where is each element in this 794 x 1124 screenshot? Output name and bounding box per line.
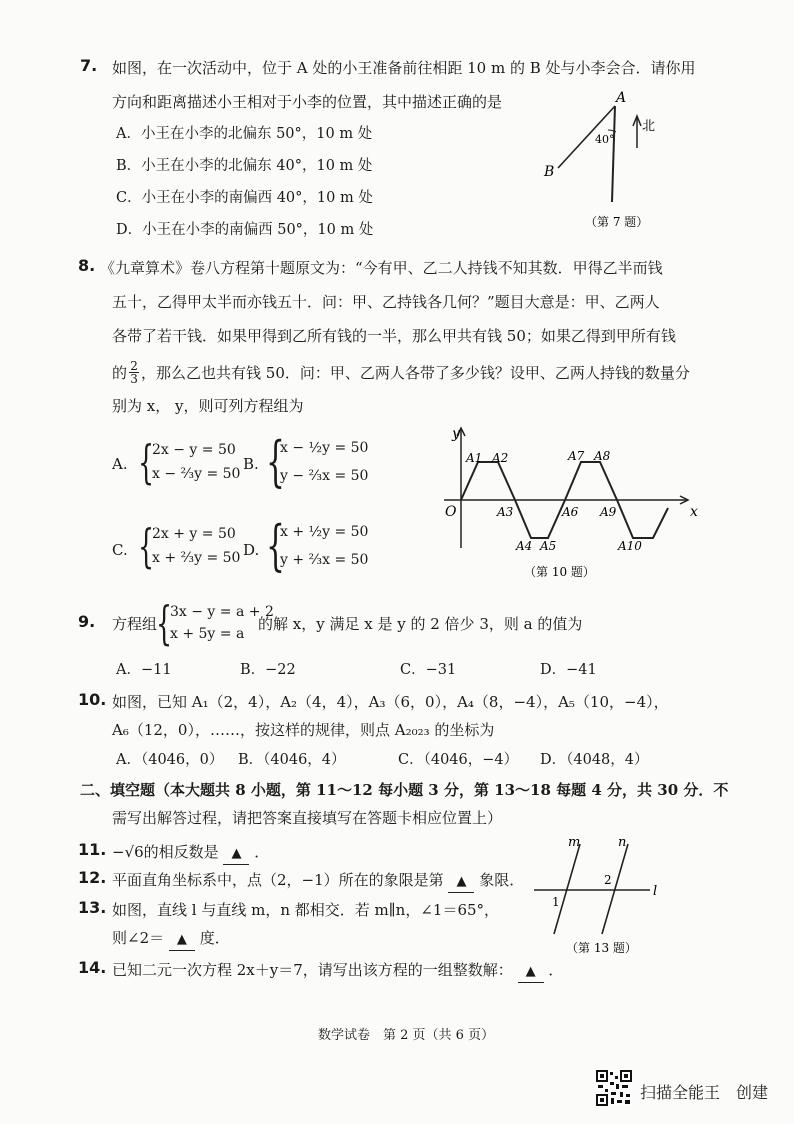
q9-option-a: A．−11 [116,662,172,678]
q14-text [112,960,563,983]
q11-pre: −√6的相反数是 [112,843,219,861]
q13-figure [530,834,670,960]
fig10-a4: A4 [516,539,533,553]
scanner-watermark: 扫描全能王 创建 [640,1083,769,1102]
fig10-x-label: x [690,504,698,520]
q13-answer-blank[interactable]: ▲ [169,930,195,951]
q8-brace-d: { [266,514,285,577]
q7-line1: 如图，在一次活动中，位于 A 处的小王准备前往相距 10 m 的 B 处与小李会合．请你用 [112,59,696,77]
q8-d-row1: x + ½y = 50 [280,524,369,540]
q7-option-b: B．小王在小李的北偏东 40°，10 m 处 [116,158,373,174]
q11-post: ． [254,843,270,861]
fig10-a3: A3 [497,505,514,519]
q8-rows-d [280,518,368,574]
q14-post: ． [548,961,564,979]
q13-line2-post: 度． [199,929,230,947]
q8-d-row2: y + ⅔x = 50 [280,552,369,568]
fig10-a6: A6 [562,505,579,519]
q8-brace-c: { [138,519,155,573]
q8-option-a-system [138,435,241,489]
page-footer: 数学试卷 第 2 页（共 6 页） [318,1028,495,1043]
q9-post: 的解 x，y 满足 x 是 y 的 2 倍少 3，则 a 的值为 [258,615,583,633]
fig10-a2: A2 [492,451,509,465]
q9-brace: { [156,596,173,650]
q9-row1: 3x − y = a + 2 [170,604,274,620]
q7-option-a: A．小王在小李的北偏东 50°，10 m 处 [116,126,373,142]
q10-option-a: A．（4046，0） [116,752,224,768]
q8-rows-b [280,434,368,490]
q10-option-c: C．（4046，−4） [398,752,519,768]
q10-option-b: B．（4046，4） [238,752,346,768]
q12-pre: 平面直角坐标系中，点（2，−1）所在的象限是第 [112,871,444,889]
q8-a-row2: x − ⅔y = 50 [152,466,241,482]
q14-pre: 已知二元一次方程 2x＋y＝7，请写出该方程的一组整数解： [112,961,513,979]
q9-system [156,596,274,650]
fig10-caption: （第 10 题） [524,565,595,579]
q14-number: 14. [78,958,107,977]
q8-b-row1: x − ½y = 50 [280,440,369,456]
q8-option-a-label: A. [112,455,128,473]
q7-caption: （第 7 题） [585,215,649,229]
q8-line2: 五十，乙得甲太半而亦钱五十．问：甲、乙持钱各几何？”题目大意是：甲、乙两人 [112,293,660,311]
q8-frac-den: 3 [130,372,138,386]
q13-line2-pre: 则∠2＝ [112,929,165,947]
q7-north-label: 北 [642,119,656,134]
q7-label-a: A [616,90,627,106]
fig10-origin: O [445,504,457,520]
fig10-a5: A5 [540,539,557,553]
fig10-a10: A10 [618,539,642,553]
q8-option-b-label: B. [243,455,259,473]
fig10-a8: A8 [594,449,611,463]
q13-line-m [554,844,580,934]
fig10-figure [440,424,710,586]
q8-c-row2: x + ⅔y = 50 [152,550,241,566]
q8-option-d-system [266,514,369,577]
q14-answer-blank[interactable]: ▲ [518,962,544,983]
q13-caption: （第 13 题） [566,941,637,955]
q8-brace-b: { [266,430,285,493]
q7-line2: 方向和距离描述小王相对于小李的位置，其中描述正确的是 [112,93,503,111]
q9-option-b: B．−22 [240,662,296,678]
q8-line1: 《九章算术》卷八方程第十题原文为：“今有甲、乙二人持钱不知其数．甲得乙半而钱 [100,259,663,277]
q8-brace-a: { [138,435,155,489]
q8-option-c-system [138,519,241,573]
q13-label-m: m [568,835,581,850]
q8-number: 8. [78,256,96,275]
q11-text [112,842,269,865]
q7-figure [530,88,690,238]
fig10-y-label: y [452,426,460,442]
q13-angle2: 2 [604,873,612,887]
q13-line-n [602,844,628,934]
q12-answer-blank[interactable]: ▲ [448,872,474,893]
q10-line1: 如图，已知 A₁（2，4），A₂（4，4），A₃（6，0），A₄（8，−4），A₅（10，−4）， [112,693,669,711]
q11-number: 11. [78,840,107,859]
qr-code-icon [596,1070,632,1106]
q10-number: 10. [78,690,107,709]
q8-option-c-label: C. [112,541,128,559]
q8-b-row2: y − ⅔x = 50 [280,468,369,484]
q11-answer-blank[interactable]: ▲ [223,844,249,865]
section2-line2: 需写出解答过程，请把答案直接填写在答题卡相应位置上） [112,809,503,827]
q8-a-row1: 2x − y = 50 [152,442,236,458]
q8-line4-post: ，那么乙也共有钱 50．问：甲、乙两人各带了多少钱？设甲、乙两人持钱的数量分 [141,363,690,382]
q9-option-c: C．−31 [400,662,457,678]
q13-angle1: 1 [552,895,560,909]
q13-label-n: n [618,835,627,850]
q13-label-l: l [653,884,658,899]
q8-line5: 别为 x， y，则可列方程组为 [112,397,304,415]
q7-option-c: C．小王在小李的南偏西 40°，10 m 处 [116,190,373,206]
section2-line1: 二、填空题（本大题共 8 小题，第 11～12 每小题 3 分，第 13～18 每题 4 分，共 30 分．不 [80,781,729,799]
q8-option-d-label: D. [243,541,260,559]
q8-line3: 各带了若干钱．如果甲得到乙所有钱的一半，那么甲共有钱 50；如果乙得到甲所有钱 [112,327,676,345]
q7-north-line [612,106,615,202]
q12-text [112,870,524,893]
q8-rows-c [152,522,240,570]
q8-frac-num: 2 [130,359,138,373]
q13-line1: 如图，直线 l 与直线 m，n 都相交．若 m∥n，∠1＝65°， [112,901,500,919]
q10-option-d: D．（4048，4） [540,752,649,768]
q9-row2: x + 5y = a [170,626,245,642]
q12-post: 象限． [479,871,525,889]
fig10-a1: A1 [466,451,483,465]
fig10-a9: A9 [600,505,617,519]
q7-option-d: D．小王在小李的南偏西 50°，10 m 处 [116,222,374,238]
q13-number: 13. [78,898,107,917]
q8-fraction [129,360,139,385]
q8-option-b-system [266,430,369,493]
q7-label-b: B [544,164,555,180]
q9-pre: 方程组 [112,615,158,633]
q10-line2: A₆（12，0），……，按这样的规律，则点 A₂₀₂₃ 的坐标为 [112,721,495,739]
q8-line4-pre: 的 [112,363,128,382]
q12-number: 12. [78,868,107,887]
q8-line4 [112,360,690,385]
q8-c-row1: 2x + y = 50 [152,526,236,542]
q7-number: 7. [80,56,98,75]
q13-line2 [112,928,230,951]
fig10-a7: A7 [568,449,585,463]
q9-option-d: D．−41 [540,662,597,678]
q7-angle-label: 40° [595,133,615,146]
q8-rows-a [152,438,240,486]
q9-number: 9. [78,612,96,631]
